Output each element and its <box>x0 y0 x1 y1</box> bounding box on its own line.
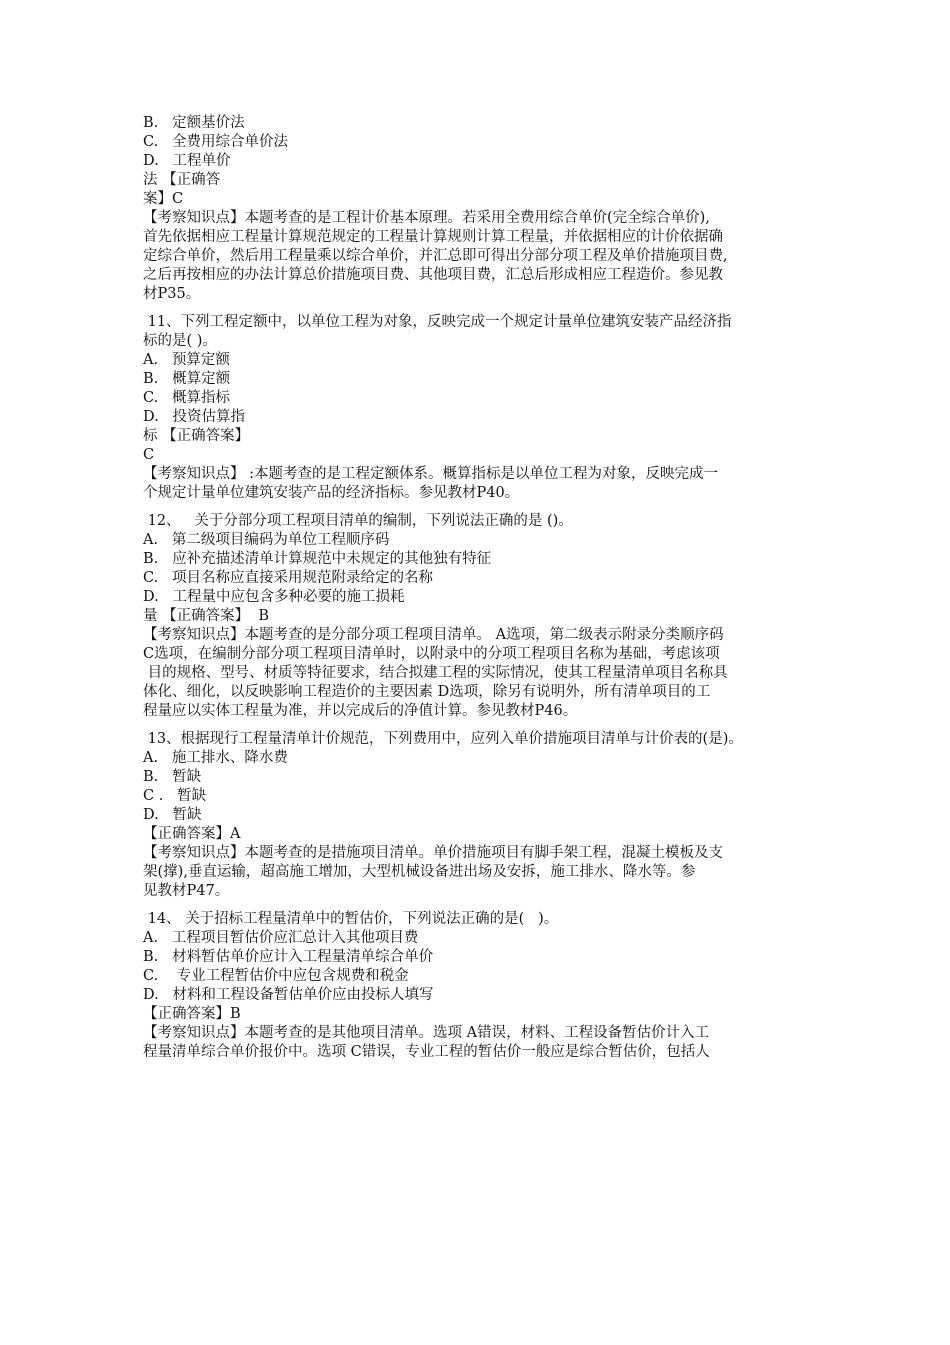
text-line: 目的规格、型号、材质等特征要求，结合拟建工程的实际情况，使其工程量清单项目名称具 <box>143 665 728 681</box>
text-line: 见教材P47。 <box>143 883 230 899</box>
text-line: 量 【正确答案】 B <box>143 608 269 624</box>
text-line: 标 【正确答案】 <box>143 428 250 444</box>
paragraph-gap <box>143 721 823 730</box>
text-line: D. 暂缺 <box>143 807 202 823</box>
text-line: 【考察知识点】本题考查的是措施项目清单。单价措施项目有脚手架工程，混凝土模板及支 <box>143 845 723 861</box>
text-line: D. 工程单价 <box>143 153 231 169</box>
text-line: 个规定计量单位建筑安装产品的经济指标。参见教材P40。 <box>143 485 520 501</box>
text-line: 【考察知识点】本题考查的是工程计价基本原理。若采用全费用综合单价(完全综合单价), <box>143 210 710 226</box>
text-line: 12、 关于分部分项工程项目清单的编制，下列说法正确的是 ()。 <box>143 513 573 529</box>
text-line: A. 工程项目暂估价应汇总计入其他项目费 <box>143 930 419 946</box>
text-line: 之后再按相应的办法计算总价措施项目费、其他项目费，汇总后形成相应工程造价。参见教 <box>143 267 723 283</box>
text-line: D. 材料和工程设备暂估单价应由投标人填写 <box>143 987 434 1003</box>
text-line: A. 预算定额 <box>143 352 230 368</box>
text-line: C . 暂缺 <box>143 788 207 804</box>
text-line: 法 【正确答 <box>143 172 221 188</box>
text-line: 标的是( )。 <box>143 333 217 349</box>
text-line: D. 工程量中应包含多种必要的施工损耗 <box>143 589 405 605</box>
text-line: 架(撑),垂直运输，超高施工增加，大型机械设备进出场及安拆，施工排水、降水等。参 <box>143 864 696 880</box>
text-line: 【正确答案】A <box>143 826 241 842</box>
text-line: 程量清单综合单价报价中。选项 C错误，专业工程的暂估价一般应是综合暂估价，包括人 <box>143 1044 710 1060</box>
text-line: C选项，在编制分部分项工程项目清单时，以附录中的分项工程项目名称为基础，考虑该项 <box>143 646 720 662</box>
text-line: B. 材料暂估单价应计入工程量清单综合单价 <box>143 949 434 965</box>
text-line: 14、 关于招标工程量清单中的暂估价，下列说法正确的是( )。 <box>143 911 559 927</box>
text-line: C. 项目名称应直接采用规范附录给定的名称 <box>143 570 434 586</box>
text-line: B. 应补充描述清单计算规范中未规定的其他独有特征 <box>143 551 492 567</box>
text-line: B. 暂缺 <box>143 769 202 785</box>
paragraph-gap <box>143 304 823 313</box>
text-line: 首先依据相应工程量计算规范规定的工程量计算规则计算工程量，并依据相应的计价依据确 <box>143 229 723 245</box>
text-line: C. 专业工程暂估价中应包含规费和税金 <box>143 968 409 984</box>
text-line: A. 第二级项目编码为单位工程顺序码 <box>143 532 390 548</box>
text-line: 体化、细化，以反映影响工程造价的主要因素 D选项，除另有说明外，所有清单项目的工 <box>143 684 711 700</box>
text-line: 【正确答案】B <box>143 1006 241 1022</box>
text-line: 【考察知识点】本题考查的是其他项目清单。选项 A错误，材料、工程设备暂估价计入工 <box>143 1025 710 1041</box>
paragraph-gap <box>143 901 823 910</box>
text-line: C. 概算指标 <box>143 390 231 406</box>
text-line: 材P35。 <box>143 286 201 302</box>
text-line: C. 全费用综合单价法 <box>143 134 289 150</box>
text-line: B. 概算定额 <box>143 371 231 387</box>
text-line: 13、根据现行工程量清单计价规范，下列费用中，应列入单价措施项目清单与计价表的(是)。 <box>143 731 743 747</box>
text-line: B. 定额基价法 <box>143 115 245 131</box>
text-line: 11、下列工程定额中，以单位工程为对象，反映完成一个规定计量单位建筑安装产品经济指 <box>143 314 732 330</box>
text-line: 案】C <box>143 191 184 207</box>
text-line: D. 投资估算指 <box>143 409 246 425</box>
paragraph-gap <box>143 503 823 512</box>
text-line: 程量应以实体工程量为准，并以完成后的净值计算。参见教材P46。 <box>143 703 578 719</box>
text-line: C <box>143 447 155 463</box>
text-line: 【考察知识点】本题考查的是分部分项工程项目清单。 A选项，第二级表示附录分类顺序码 <box>143 627 724 643</box>
text-line: A. 施工排水、降水费 <box>143 750 288 766</box>
text-line: 定综合单价，然后用工程量乘以综合单价，并汇总即可得出分部分项工程及单价措施项目费, <box>143 248 728 264</box>
text-line: 【考察知识点】 :本题考查的是工程定额体系。概算指标是以单位工程为对象，反映完成一 <box>143 466 718 482</box>
document-body <box>143 114 823 1062</box>
